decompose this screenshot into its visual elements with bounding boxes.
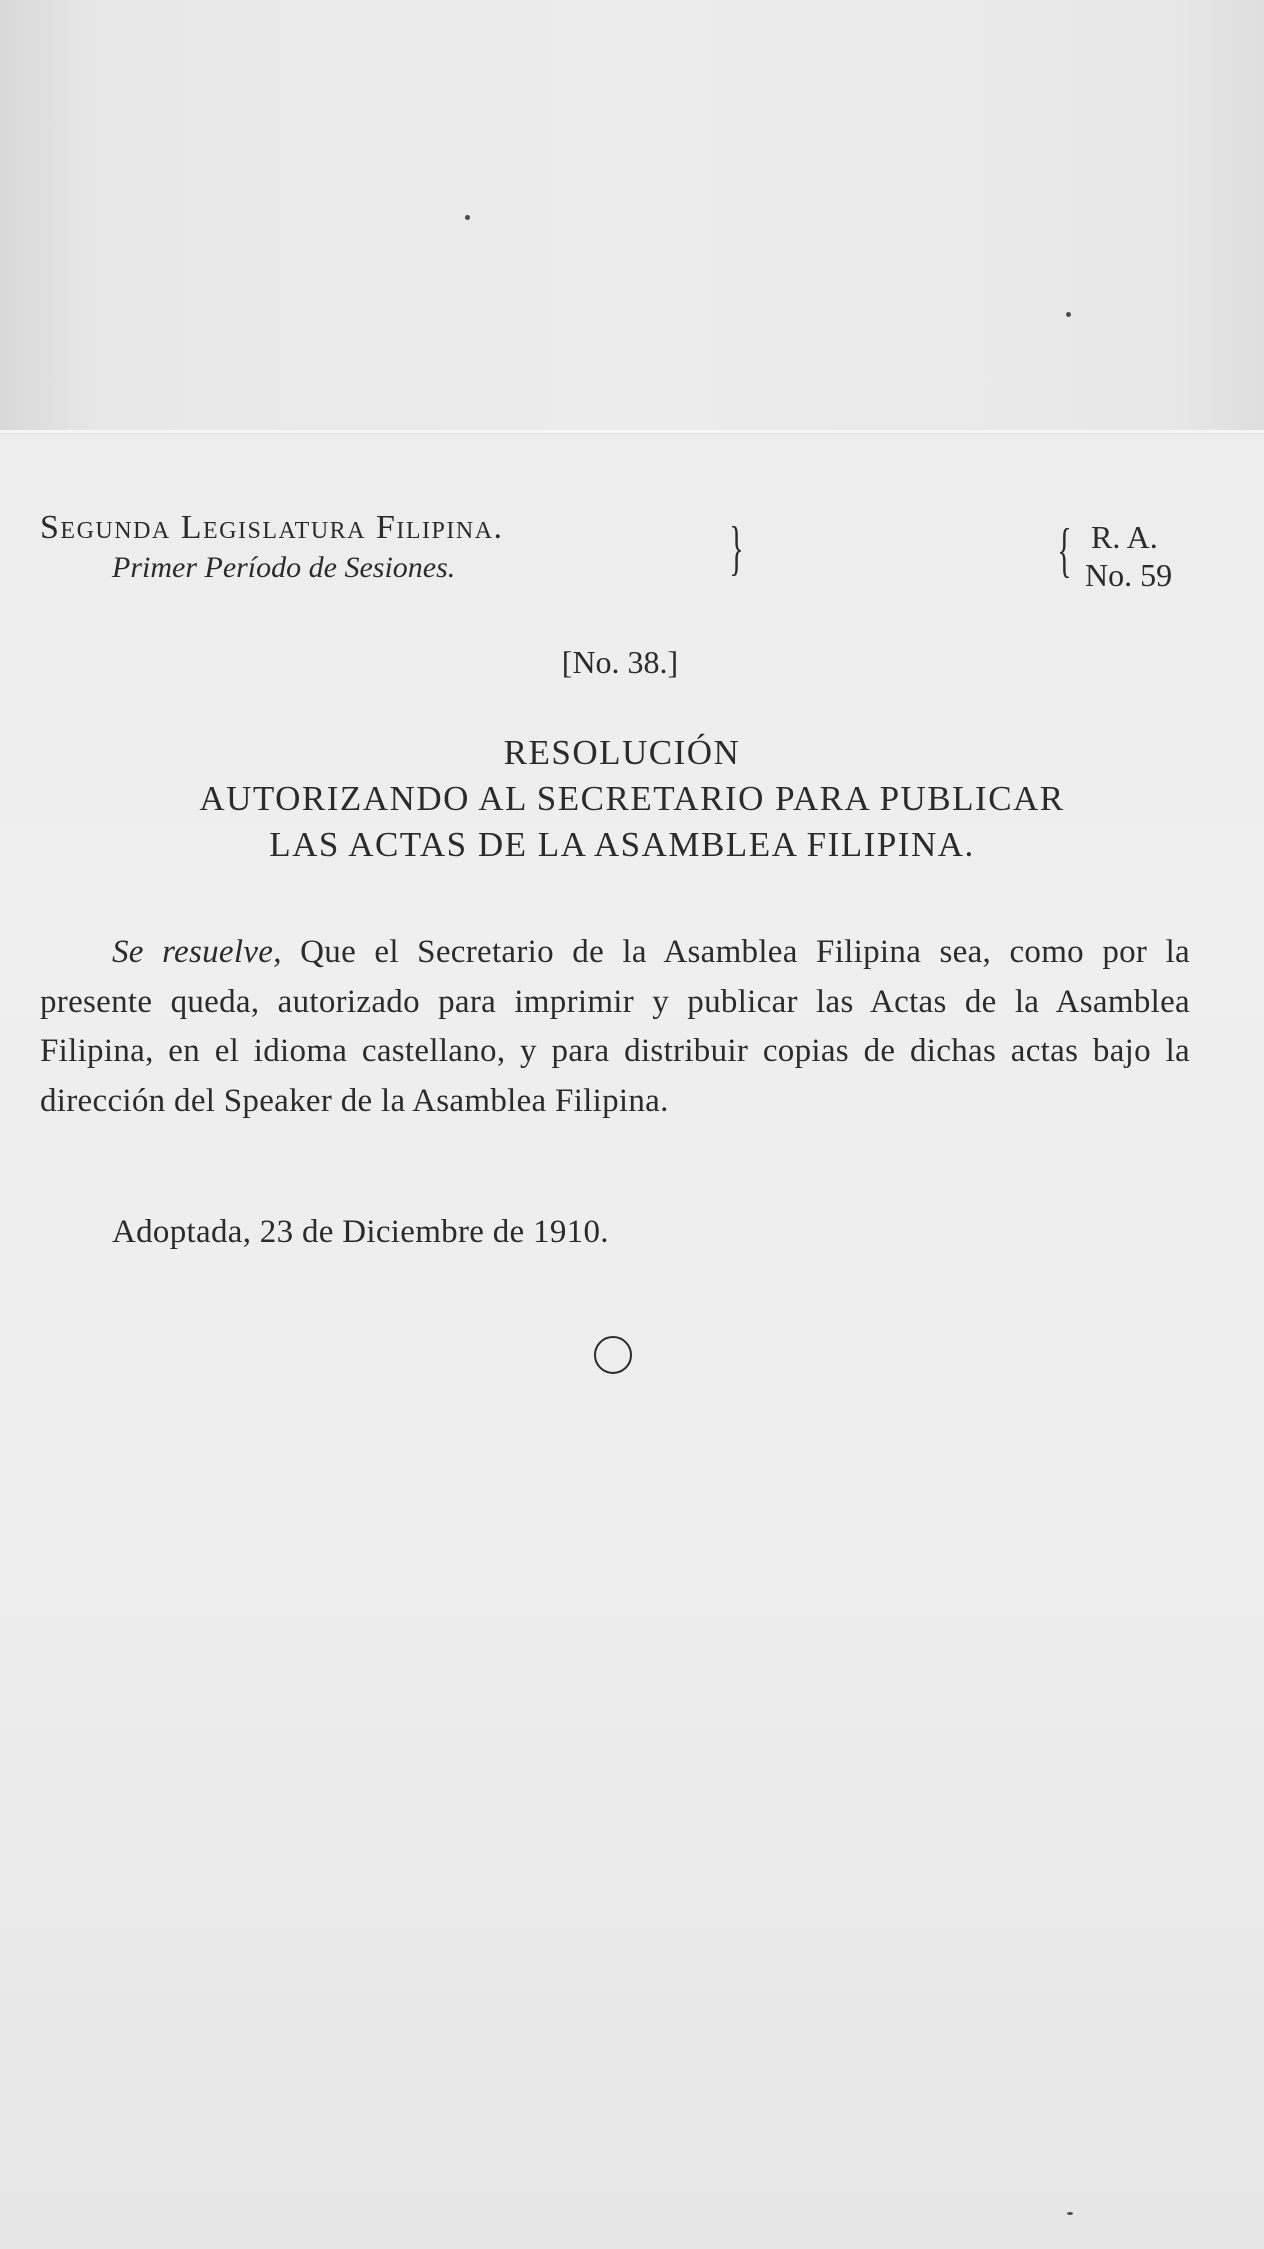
title-block — [0, 730, 1264, 868]
header-left — [40, 508, 504, 588]
header-right — [1085, 518, 1172, 594]
resolution-lead: Se resuelve, — [112, 934, 282, 970]
document-number: [No. 38.] — [561, 644, 679, 680]
ink-speck — [465, 215, 470, 220]
adoption-date: Adoptada, 23 de Diciembre de 1910. — [112, 1214, 609, 1250]
ink-speck — [1066, 312, 1071, 317]
title-line-1: AUTORIZANDO AL SECRETARIO PARA PUBLICAR — [199, 779, 1065, 818]
end-mark-circle-icon — [594, 1336, 632, 1374]
ink-speck — [1067, 2212, 1073, 2215]
opening-brace-icon: { — [1057, 517, 1072, 583]
legislature-title: Segunda Legislatura Filipina. — [40, 509, 504, 546]
title-line-2: LAS ACTAS DE LA ASAMBLEA FILIPINA. — [269, 825, 975, 864]
reference-code: R. A. — [1091, 519, 1158, 555]
page-top-band — [0, 0, 1264, 430]
resolution-text: Que el Secretario de la Asamblea Filipina sea, como por la presente queda, autorizado para imprimir y publicar las Actas de la Asamblea Filipina, en el idioma castellano, y para distribuir copias de dichas actas bajo la dirección del Speaker de la Asamblea Filipina. — [40, 934, 1190, 1119]
reference-number: No. 59 — [1085, 557, 1173, 593]
closing-brace-icon: } — [729, 515, 744, 581]
resolution-heading: RESOLUCIÓN — [503, 733, 741, 772]
session-subtitle: Primer Período de Sesiones. — [112, 551, 456, 584]
page-fold-line — [0, 430, 1264, 433]
document-number-line — [0, 644, 1264, 681]
resolution-body — [40, 928, 1190, 1126]
document-header — [40, 508, 1190, 603]
